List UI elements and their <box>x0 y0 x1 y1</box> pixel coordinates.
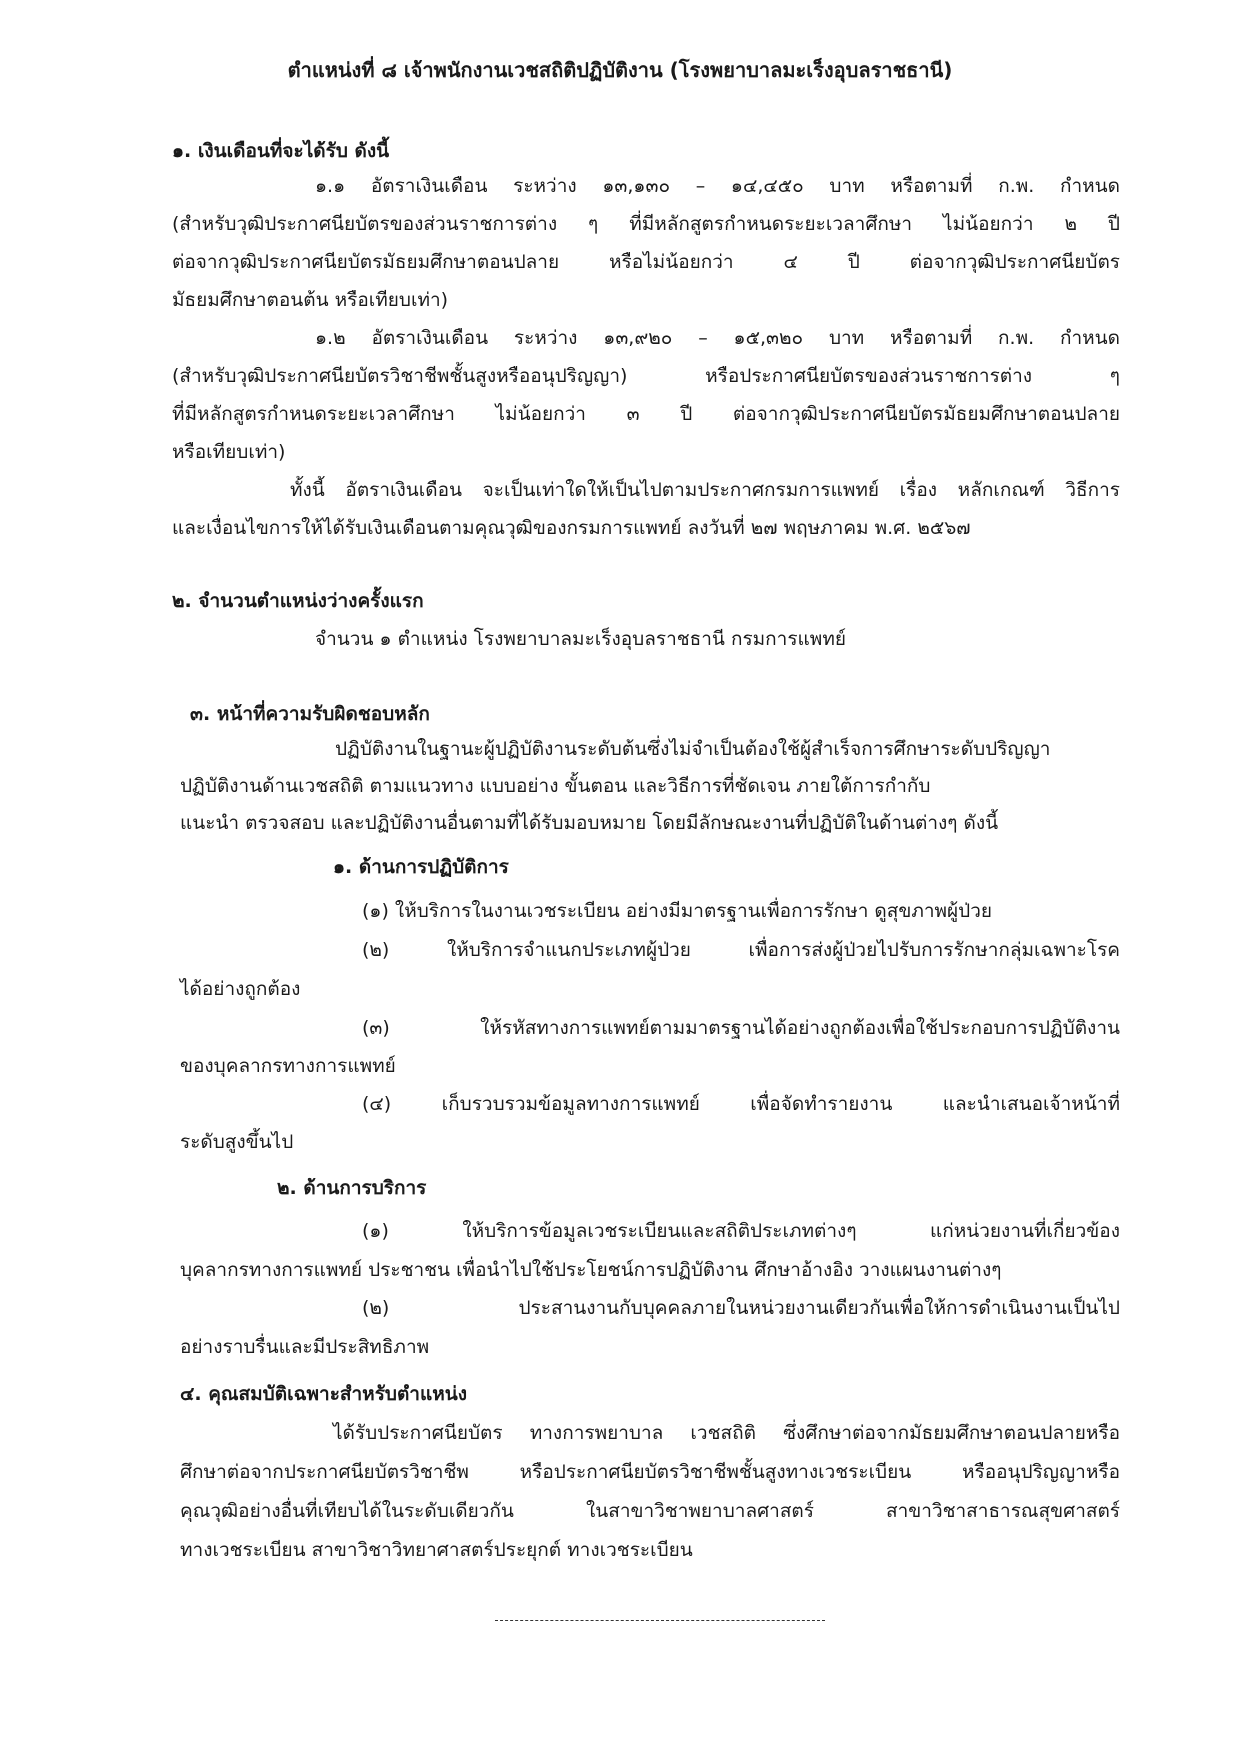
qualification-line-2: ศึกษาต่อจากประกาศนียบัตรวิชาชีพ หรือประกาศนียบัตรวิชาชีพชั้นสูงทางเวชระเบียน หรืออนุปริญญาหรือ <box>180 1461 1120 1483</box>
operations-item-3-line-2: ของบุคลากรทางการแพทย์ <box>180 1055 396 1077</box>
salary-1-1-line-1: ๑.๑ อัตราเงินเดือน ระหว่าง ๑๓,๑๓๐ – ๑๔,๔๕๐ บาท หรือตามที่ ก.พ. กำหนด <box>315 175 1120 197</box>
services-item-2-line-2: อย่างราบรื่นและมีประสิทธิภาพ <box>180 1336 430 1358</box>
salary-1-2-line-3: ที่มีหลักสูตรกำหนดระยะเวลาศึกษา ไม่น้อยกว่า ๓ ปี ต่อจากวุฒิประกาศนียบัตรมัธยมศึกษาตอนปลาย <box>172 403 1120 425</box>
qualification-line-3: คุณวุฒิอย่างอื่นที่เทียบได้ในระดับเดียวกัน ในสาขาวิชาพยาบาลศาสตร์ สาขาวิชาสาธารณสุขศาสตร์ <box>180 1500 1120 1522</box>
services-item-1-line-2: บุคลากรทางการแพทย์ ประชาชน เพื่อนำไปใช้ประโยชน์การปฏิบัติงาน ศึกษาอ้างอิง วางแผนงานต่างๆ <box>180 1259 1002 1281</box>
qualification-line-1: ได้รับประกาศนียบัตร ทางการพยาบาล เวชสถิติ ซึ่งศึกษาต่อจากมัธยมศึกษาตอนปลายหรือ <box>333 1422 1120 1444</box>
operations-item-3-line-1: (๓) ให้รหัสทางการแพทย์ตามมาตรฐานได้อย่างถูกต้องเพื่อใช้ประกอบการปฏิบัติงาน <box>362 1017 1120 1039</box>
section-1-heading: ๑. เงินเดือนที่จะได้รับ ดังนี้ <box>172 140 390 162</box>
qualification-line-4: ทางเวชระเบียน สาขาวิชาวิทยาศาสตร์ประยุกต์ ทางเวชระเบียน <box>180 1539 693 1561</box>
operations-item-4-line-1: (๔) เก็บรวบรวมข้อมูลทางการแพทย์ เพื่อจัดทำรายงาน และนำเสนอเจ้าหน้าที่ <box>362 1093 1120 1115</box>
page-title: ตำแหน่งที่ ๘ เจ้าพนักงานเวชสถิติปฏิบัติงาน (โรงพยาบาลมะเร็งอุบลราชธานี) <box>287 58 953 82</box>
operations-item-1: (๑) ให้บริการในงานเวชระเบียน อย่างมีมาตรฐานเพื่อการรักษา ดูสุขภาพผู้ป่วย <box>362 900 993 922</box>
services-item-1-line-1: (๑) ให้บริการข้อมูลเวชระเบียนและสถิติประเภทต่างๆ แก่หน่วยงานที่เกี่ยวข้อง <box>362 1220 1120 1242</box>
services-heading: ๒. ด้านการบริการ <box>277 1177 427 1199</box>
end-separator <box>495 1620 825 1621</box>
salary-note-line-2: และเงื่อนไขการให้ได้รับเงินเดือนตามคุณวุฒิของกรมการแพทย์ ลงวันที่ ๒๗ พฤษภาคม พ.ศ. ๒๕๖๗ <box>172 517 971 539</box>
duties-intro-line-3: แนะนำ ตรวจสอบ และปฏิบัติงานอื่นตามที่ได้รับมอบหมาย โดยมีลักษณะงานที่ปฏิบัติในด้านต่างๆ ดังนี้ <box>180 812 999 834</box>
operations-item-2-line-2: ได้อย่างถูกต้อง <box>180 978 301 1000</box>
salary-1-1-line-3: ต่อจากวุฒิประกาศนียบัตรมัธยมศึกษาตอนปลาย หรือไม่น้อยกว่า ๔ ปี ต่อจากวุฒิประกาศนียบัตร <box>172 251 1120 273</box>
services-item-2-line-1: (๒) ประสานงานกับบุคคลภายในหน่วยงานเดียวกันเพื่อให้การดำเนินงานเป็นไป <box>362 1297 1120 1319</box>
salary-1-2-line-4: หรือเทียบเท่า) <box>172 441 286 463</box>
section-4-heading: ๔. คุณสมบัติเฉพาะสำหรับตำแหน่ง <box>180 1383 468 1405</box>
operations-item-2-line-1: (๒) ให้บริการจำแนกประเภทผู้ป่วย เพื่อการส่งผู้ป่วยไปรับการรักษากลุ่มเฉพาะโรค <box>362 939 1120 961</box>
operations-heading: ๑. ด้านการปฏิบัติการ <box>333 856 509 878</box>
section-2-heading: ๒. จำนวนตำแหน่งว่างครั้งแรก <box>172 590 424 612</box>
duties-intro-line-2: ปฏิบัติงานด้านเวชสถิติ ตามแนวทาง แบบอย่าง ขั้นตอน และวิธีการที่ชัดเจน ภายใต้การกำกับ <box>180 775 931 797</box>
duties-intro-line-1: ปฏิบัติงานในฐานะผู้ปฏิบัติงานระดับต้นซึ่งไม่จำเป็นต้องใช้ผู้สำเร็จการศึกษาระดับปริญญา <box>335 738 1051 760</box>
salary-1-1-line-2: (สำหรับวุฒิประกาศนียบัตรของส่วนราชการต่าง ๆ ที่มีหลักสูตรกำหนดระยะเวลาศึกษา ไม่น้อยกว่า ๒ ปี <box>172 213 1120 235</box>
section-3-heading: ๓. หน้าที่ความรับผิดชอบหลัก <box>190 703 430 725</box>
vacancy-text: จำนวน ๑ ตำแหน่ง โรงพยาบาลมะเร็งอุบลราชธานี กรมการแพทย์ <box>315 628 846 650</box>
operations-item-4-line-2: ระดับสูงขึ้นไป <box>180 1131 294 1153</box>
salary-1-2-line-1: ๑.๒ อัตราเงินเดือน ระหว่าง ๑๓,๙๒๐ – ๑๕,๓๒๐ บาท หรือตามที่ ก.พ. กำหนด <box>315 327 1120 349</box>
salary-1-2-line-2: (สำหรับวุฒิประกาศนียบัตรวิชาชีพชั้นสูงหรืออนุปริญญา) หรือประกาศนียบัตรของส่วนราชการต่าง ๆ <box>172 365 1120 387</box>
salary-note-line-1: ทั้งนี้ อัตราเงินเดือน จะเป็นเท่าใดให้เป็นไปตามประกาศกรมการแพทย์ เรื่อง หลักเกณฑ์ วิธีการ <box>290 479 1120 501</box>
salary-1-1-line-4: มัธยมศึกษาตอนต้น หรือเทียบเท่า) <box>172 289 449 311</box>
